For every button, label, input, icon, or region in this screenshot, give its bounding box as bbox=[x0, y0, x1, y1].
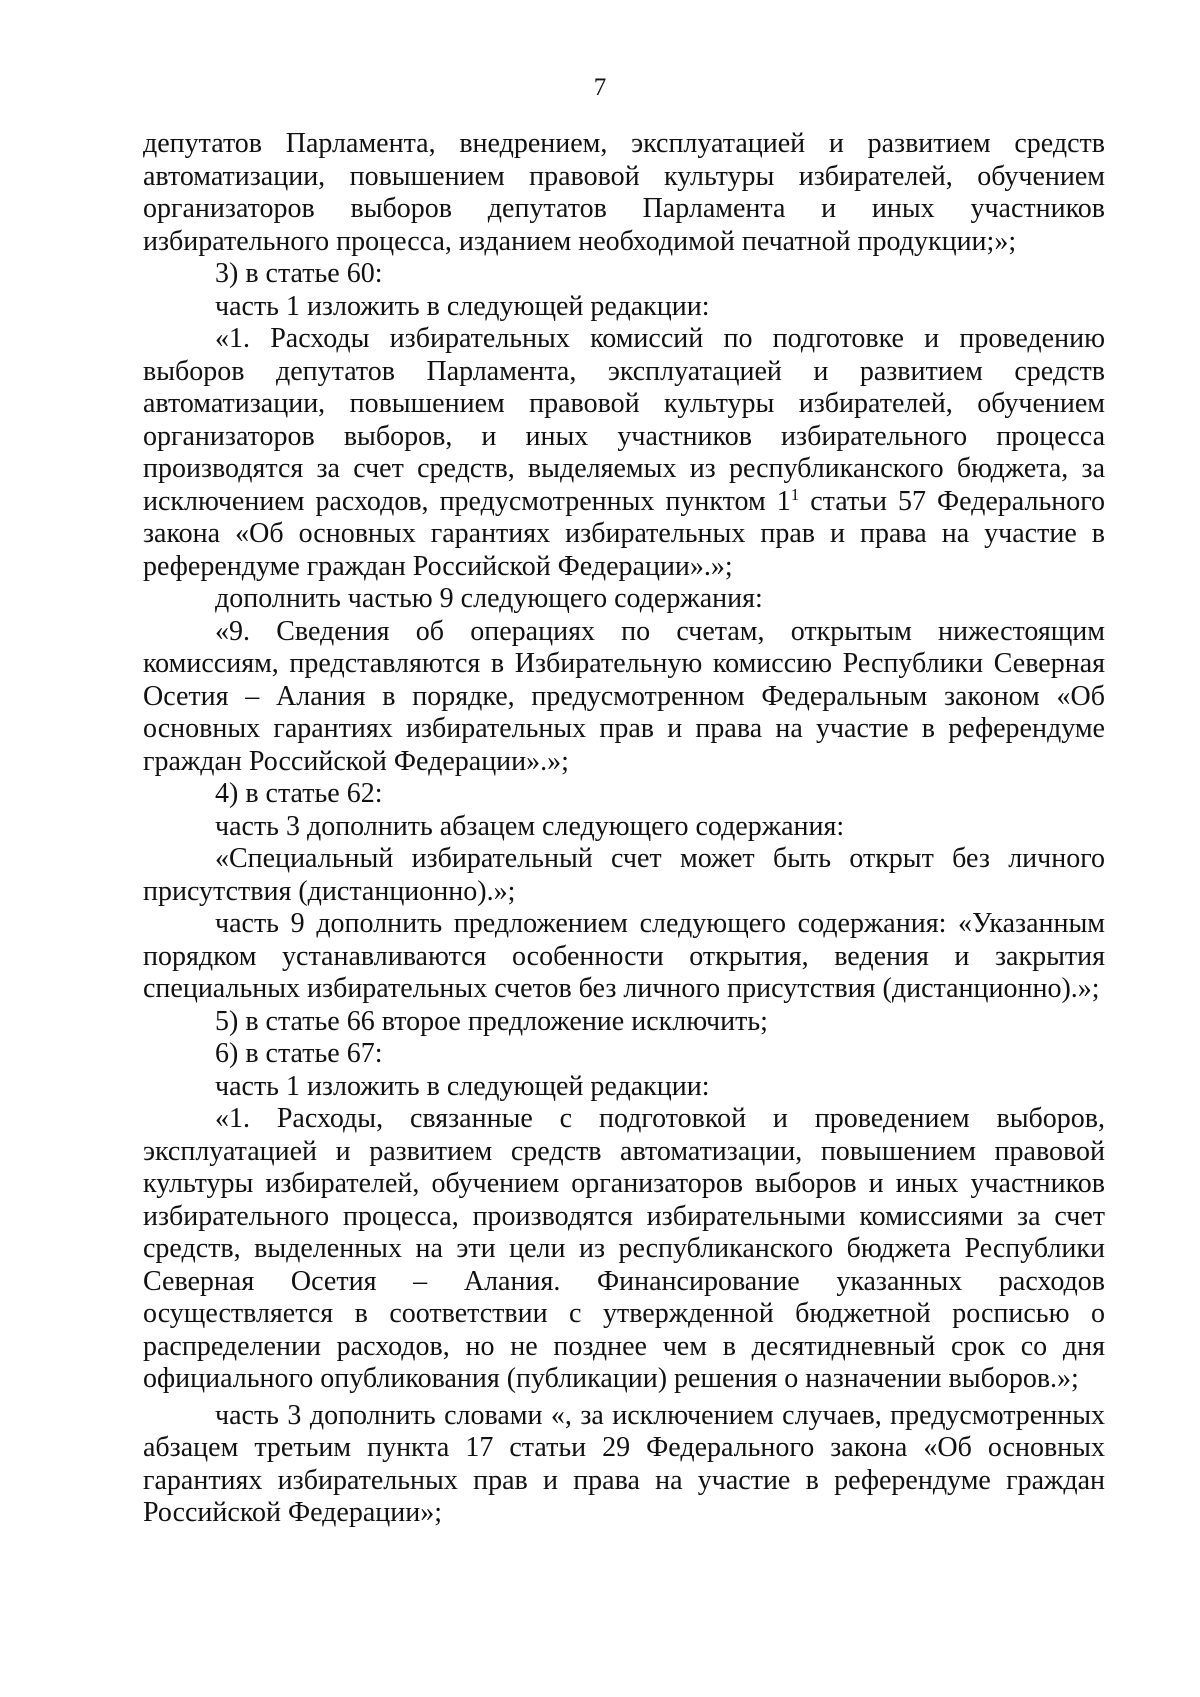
paragraph-instruction: часть 3 дополнить абзацем следующего содержания: bbox=[215, 810, 845, 842]
paragraph-text-after-superscript: статьи 57 Федерального закона «Об основных гарантиях избирательных прав и права на участие в референдуме граждан Российской Федерации».»; bbox=[143, 485, 1105, 582]
paragraph-item-3: 3) в статье 60: bbox=[215, 258, 383, 289]
paragraph-item-5: 5) в статье 66 второе предложение исключить; bbox=[215, 1005, 768, 1037]
paragraph-item-4: 4) в статье 62: bbox=[215, 778, 383, 809]
paragraph-instruction: часть 1 изложить в следующей редакции: bbox=[215, 1070, 710, 1102]
superscript-index: 1 bbox=[790, 484, 800, 504]
paragraph-quoted-text: «Специальный избирательный счет может быть открыт без личного присутствия (дистанционно).»; bbox=[143, 843, 1105, 907]
paragraph-text-before-superscript: «1. Расходы избирательных комиссий по подготовке и проведению выборов депутатов Парламента, эксплуатацией и развитием средств автоматизации, повышением правовой культуры избирателей, обучением организаторов выборов, и иных участников избирательного процесса производятся за счет средств, выделяемых из республиканского бюджета, за исключением расходов, предусмотренных пунктом 1 bbox=[143, 323, 1105, 517]
document-body bbox=[143, 128, 1105, 1530]
paragraph-continuation: депутатов Парламента, внедрением, эксплуатацией и развитием средств автоматизации, повышением правовой культуры избирателей, обучением организаторов выборов депутатов Парламента и иных участников избирательного процесса, изданием необходимой печатной продукции;»; bbox=[143, 128, 1105, 257]
paragraph-instruction: часть 1 изложить в следующей редакции: bbox=[215, 290, 710, 322]
paragraph-instruction: дополнить частью 9 следующего содержания: bbox=[215, 583, 763, 614]
paragraph-instruction: часть 3 дополнить словами «, за исключением случаев, предусмотренных абзацем третьим пункта 17 статьи 29 Федерального закона «Об основных гарантиях избирательных прав и права на участие в референдуме граждан Российской Федерации»; bbox=[143, 1399, 1105, 1528]
page-number: 7 bbox=[593, 74, 607, 101]
paragraph-item-6: 6) в статье 67: bbox=[215, 1038, 383, 1069]
paragraph-instruction: часть 9 дополнить предложением следующего содержания: «Указанным порядком устанавливаются особенности открытия, ведения и закрытия специальных избирательных счетов без личного присутствия (дистанционно).»; bbox=[143, 908, 1105, 1004]
paragraph-quoted-part-1 bbox=[143, 323, 1105, 583]
paragraph-quoted-part-9: «9. Сведения об операциях по счетам, открытым нижестоящим комиссиям, представляются в Избирательную комиссию Республики Северная Осетия – Алания в порядке, предусмотренном Федеральным законом «Об основных гарантиях избирательных прав и права на участие в референдуме граждан Российской Федерации».»; bbox=[143, 615, 1105, 777]
paragraph-quoted-part-1: «1. Расходы, связанные с подготовкой и проведением выборов, эксплуатацией и развитием средств автоматизации, повышением правовой культуры избирателей, обучением организаторов выборов и иных участников избирательного процесса, производятся избирательными комиссиями за счет средств, выделенных на эти цели из республиканского бюджета Республики Северная Осетия – Алания. Финансирование указанных расходов осуществляется в соответствии с утвержденной бюджетной росписью о распределении расходов, но не позднее чем в десятидневный срок со дня официального опубликования (публикации) решения о назначении выборов.»; bbox=[143, 1103, 1105, 1394]
